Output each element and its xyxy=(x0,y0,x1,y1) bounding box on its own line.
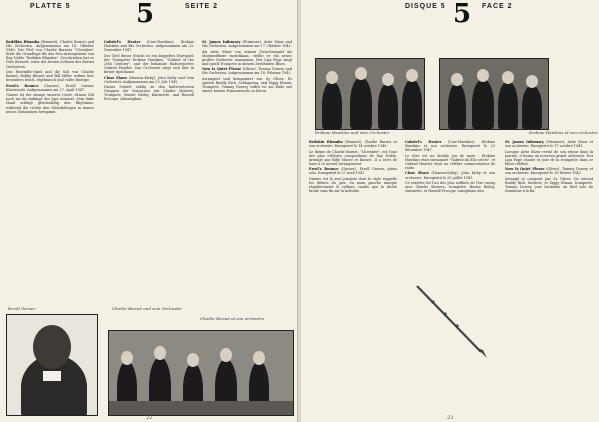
barnet-caption: Charlie Barnet und sein Orchester xyxy=(112,306,183,311)
entry-text: Das Ensemble-Spiel und die Soli von Charlie Barnet, Bobby Burnet und Bill Miller wirken hier besonders frisch, rhythmisch und voller Energie. xyxy=(6,70,94,83)
hawkins-caption-de: Erskine Hawkins und sein Orchester xyxy=(315,130,390,135)
entry xyxy=(405,181,495,193)
entry xyxy=(405,171,495,179)
garner-caption: Erroll Garner xyxy=(8,306,36,311)
entry-text: Arrangé et composé par Sy Oliver. On entend Buddy Rich, batterie, et Ziggy Elman, trompette. Tommy Dorsey joue lui-même un bref solo de trombone à la fin. xyxy=(505,176,593,194)
entry xyxy=(505,167,593,175)
entry-text: Als Artie Shaw von seinem Zwischenspiel als Marineoffizier zurückkam, stellte er ein neues großes Orchester zusammen. Hot Lips Page singt und spielt Trompete in diesem berühmten Blues. xyxy=(202,49,292,66)
entry-title: Now Is Quiet Please xyxy=(505,167,545,172)
entry xyxy=(405,154,495,170)
entry-title: Reddkin Rhumba xyxy=(6,40,40,44)
entry-text: (Carr-Hawkins), Erskine Hawkins et son orchestre. Enregistré le 23 décembre 1947. xyxy=(405,140,495,153)
right-column-1 xyxy=(309,140,397,195)
entry xyxy=(104,85,194,101)
garner-photo xyxy=(6,314,98,416)
entry-text: Dieses Sextett zählte zu den kultiviertesten Gruppen der Swing-Ära mit Charlie Shavers, Trompete, Buster Bailey, Klarinette, und Russell Procope, Altsaxophon. xyxy=(104,85,194,102)
entry-title: St. James Infirmary xyxy=(505,140,544,144)
entry-text: (Hansen-Kirby), John Kirby et son orchestre. Enregistré le 25 juillet 1941. xyxy=(405,171,495,180)
entry-text: Ce sextette fut l'un des plus raffinés de l'ère swing avec Charlie Shavers, trompette, Buster Bailey, clarinette, et Russell Procope, saxophone alto. xyxy=(405,181,495,194)
left-page xyxy=(0,0,298,422)
left-header-side: SEITE 2 xyxy=(185,3,219,10)
barnet-photo xyxy=(108,330,294,416)
entry-text: Garner est le seul pianiste dont le style rappelle les débuts du jazz. Sa main gauche marque régulièrement le rythme, tandis que la droite brode sans fin sur la mélodie. xyxy=(309,176,397,194)
right-header-number: 5 xyxy=(453,0,472,29)
right-header-label: DISQUE 5 xyxy=(405,3,446,10)
entry xyxy=(6,84,94,92)
entry xyxy=(6,93,94,113)
entry xyxy=(309,177,397,193)
entry-text: (Garner), Erroll Garner, Klaviersolo. Aufgenommen am 27. April 1947. xyxy=(6,83,94,92)
right-column-2 xyxy=(405,140,495,195)
hawkins-photo-1 xyxy=(315,58,425,130)
entry-text: (Primrose), Artie Shaw et son orchestre. Enregistré le 17 octobre 1941. xyxy=(505,140,594,149)
entry-title: Errol's Bounce xyxy=(309,167,339,172)
entry-text: (Bennett), Charlie Barnet und His Orchestra. Aufgenommen am 14. Oktober 1940. Die Titel von Charlie Barnets "Cherokee" führt die Grundlage für das Neu-Arrangement von Ray Noble "Redskin Rhumba". Geschrieben hat es Dale Bennett, einer der besten Solisten des Barnet Orchesters. xyxy=(6,40,95,69)
entry xyxy=(505,150,593,166)
entry-text: (Oliver), Tommy Dorsey and His Orchestra. Aufgenommen am 18. Februar 1942. xyxy=(202,67,292,76)
entry-title: Gabriel's Heater xyxy=(104,40,141,44)
entry-text: (Primrose), Artie Shaw and His Orchestra. Aufgenommen am 17. Oktober 1941. xyxy=(202,40,292,49)
entry-title: Close Shave xyxy=(405,171,430,176)
entry-text: (Carr-Hawkins), Erskine Hawkins and His Orchestra. Aufgenommen am 23. Dezember 1947. xyxy=(104,40,194,53)
right-column-3 xyxy=(505,140,593,195)
entry-text: (Oliver), Tommy Dorsey et son orchestre. Enregistré le 18 février 1942. xyxy=(505,167,593,176)
entry xyxy=(405,140,495,152)
entry-title: Now Is Quiet Please xyxy=(202,67,242,72)
entry xyxy=(104,54,194,74)
entry-text: Der Titel dieser Stücks ist ein doppeltes Wortspiel: der Trompeter Erskine Hawkins, "Gabriel of the 20th Century", und der bekannte Radioreporter Gabriel Heatter. Das Orchester zeigt sich hier in bester Spiellaune. xyxy=(104,53,194,75)
entry-text: (Garner), Erroll Garner, piano solo. Enregistré le 27 avril 1947. xyxy=(309,167,397,176)
entry xyxy=(104,40,194,52)
hawkins-caption-fr: Erskine Hawkins et son orchestre xyxy=(529,130,598,135)
barnet-caption-fr: Charlie Barnet et son orchestre xyxy=(200,316,265,321)
entry-title: Gabriel's Heater xyxy=(405,140,442,144)
entry xyxy=(309,150,397,166)
entry xyxy=(6,70,94,82)
entry xyxy=(202,77,292,93)
entry xyxy=(505,177,593,193)
entry-title: Errol's Bounce xyxy=(6,83,39,88)
entry-text: (Bennett), Charlie Barnet et son orchestre. Enregistré le 14 octobre 1940. xyxy=(309,140,397,149)
entry-title: Close Shave xyxy=(104,75,128,80)
left-page-number: 22 xyxy=(146,415,153,421)
entry xyxy=(309,140,397,148)
left-column-1 xyxy=(6,40,94,115)
left-column-2 xyxy=(104,40,194,103)
right-page xyxy=(301,0,599,422)
left-header-label: PLATTE 5 xyxy=(30,3,71,10)
clarinet-icon xyxy=(411,280,491,360)
entry xyxy=(505,140,593,148)
entry-title: Redskin Rhumba xyxy=(309,140,343,144)
entry-title: St. James Infirmary xyxy=(202,40,241,44)
entry-text: Le thème de Charlie Barnet, "Cherokee", est l'une des plus célèbres compositions de Ray Noble, arrangé par Billy Moore et Barnet. Il a servi de base à ce nouvel arrangement. xyxy=(309,149,397,166)
left-header-number: 5 xyxy=(136,0,155,29)
entry xyxy=(104,76,194,84)
entry xyxy=(309,167,397,175)
entry xyxy=(6,40,94,69)
entry-text: Lorsque Artie Shaw revint de son séjour dans la marine, il forma un nouveau grand orchestre. Hot Lips Page chante et joue de la trompette dans ce blues célèbre. xyxy=(505,149,593,166)
entry-text: Arrangiert und komponiert von Sy Oliver. Es spielen Buddy Rich, Schlagzeug, und Ziggy Elman, Trompete. Tommy Dorsey selbst ist am Ende mit einem kurzen Posaunensolo zu hören. xyxy=(202,76,292,94)
right-header-side: FACE 2 xyxy=(482,3,513,10)
entry xyxy=(202,50,292,66)
entry-text: Garner ist der einzige unserer Leute, dessen Stil noch an die Anfänge des Jazz erinnert. Sein linke Hand schlägt gleichmäßig den Rhythmus, während die rechte den Melodiebogen in immer neuen Variationen fortspinnt. xyxy=(6,93,94,114)
entry xyxy=(202,67,292,75)
entry-text: (Hansen-Kirby), John Kirby und Sein Orchester. Aufgenommen am 25. Juli 1941. xyxy=(104,75,195,84)
left-column-3 xyxy=(202,40,292,95)
entry-text: Le titre est un double jeu de mots : Erskine Hawkins était surnommé "Gabriel du XXe siècle", et Gabriel Heatter était un célèbre commentateur de radio. xyxy=(405,153,495,170)
hawkins-photo-2 xyxy=(439,58,549,130)
right-page-number: 23 xyxy=(447,415,454,421)
entry xyxy=(202,40,292,48)
